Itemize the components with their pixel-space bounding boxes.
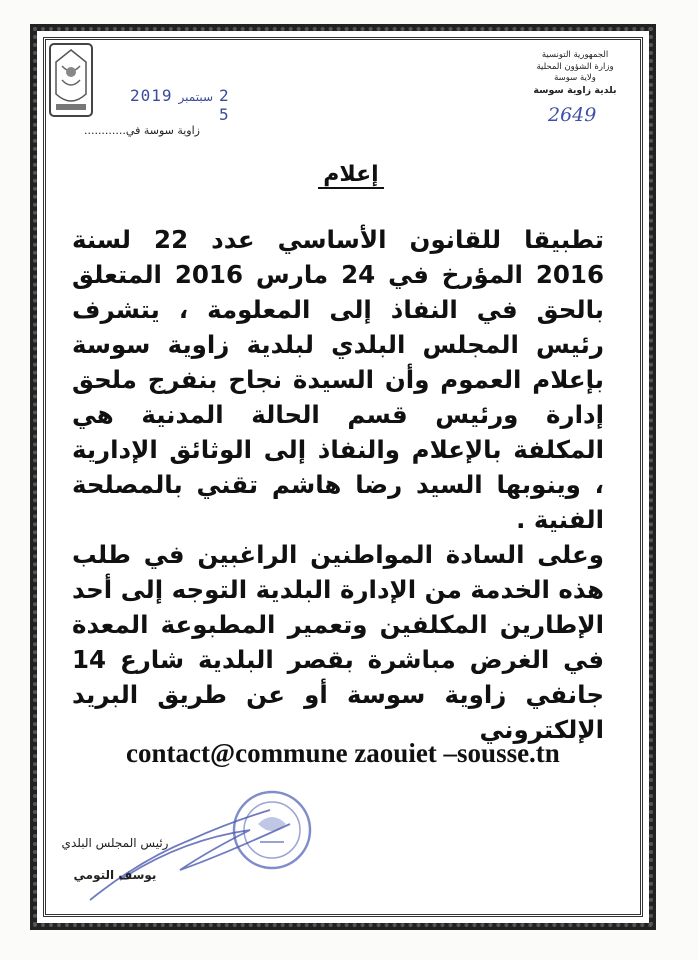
letterhead-governorate: ولاية سوسة (554, 73, 596, 83)
signatory-name: يوسف التومي (73, 868, 157, 882)
signatory-title: رئيس المجلس البلدي (61, 836, 169, 850)
letterhead-republic: الجمهورية التونسية (541, 50, 609, 60)
body-paragraph-1: تطبيقا للقانون الأساسي عدد 22 لسنة 2016 المؤرخ في 24 مارس 2016 المتعلق بالحق في النفاذ إلى المعلومة ، يتشرف رئيس المجلس البلدي لبلدية زاوية سوسة بإعلام العموم وأن السيدة نجاح بنفرج ملحق إدارة ورئيس قسم الحالة المدنية هي المكلفة بالإعلام والنفاذ إلى الوثائق الإدارية ، وينوبها السيد رضا هاشم تقني بالمصلحة الفنية . (72, 225, 605, 534)
signatory-block (40, 836, 190, 882)
body-paragraph-2: وعلى السادة المواطنين الراغبين في طلب هذه الخدمة من الإدارة البلدية التوجه إلى أحد الإطارين المكلفين وتعمير المطبوعة المعدة في الغرض مباشرة بقصر البلدية شارع 14 جانفي زاوية سوسة أو عن طريق البريد الإلكتروني (71, 540, 604, 744)
place-date-line: زاوية سوسة في............ (83, 124, 200, 137)
letterhead-ministry: وزارة الشؤون المحلية (536, 61, 614, 72)
contact-email: contact@commune zaouiet –sousse.tn (126, 738, 560, 768)
document-title: إعلام (318, 162, 384, 189)
date-day: 2 5 (219, 86, 230, 124)
letterhead-municipality: بلدية زاوية سوسة (533, 84, 617, 96)
date-year: 2019 (130, 86, 173, 105)
date-stamp (130, 86, 240, 124)
date-month: سبتمبر (178, 90, 214, 104)
reference-number: 2649 (548, 104, 597, 126)
letterhead (520, 50, 630, 96)
announcement-body (72, 222, 632, 747)
municipality-emblem-icon (48, 42, 94, 118)
